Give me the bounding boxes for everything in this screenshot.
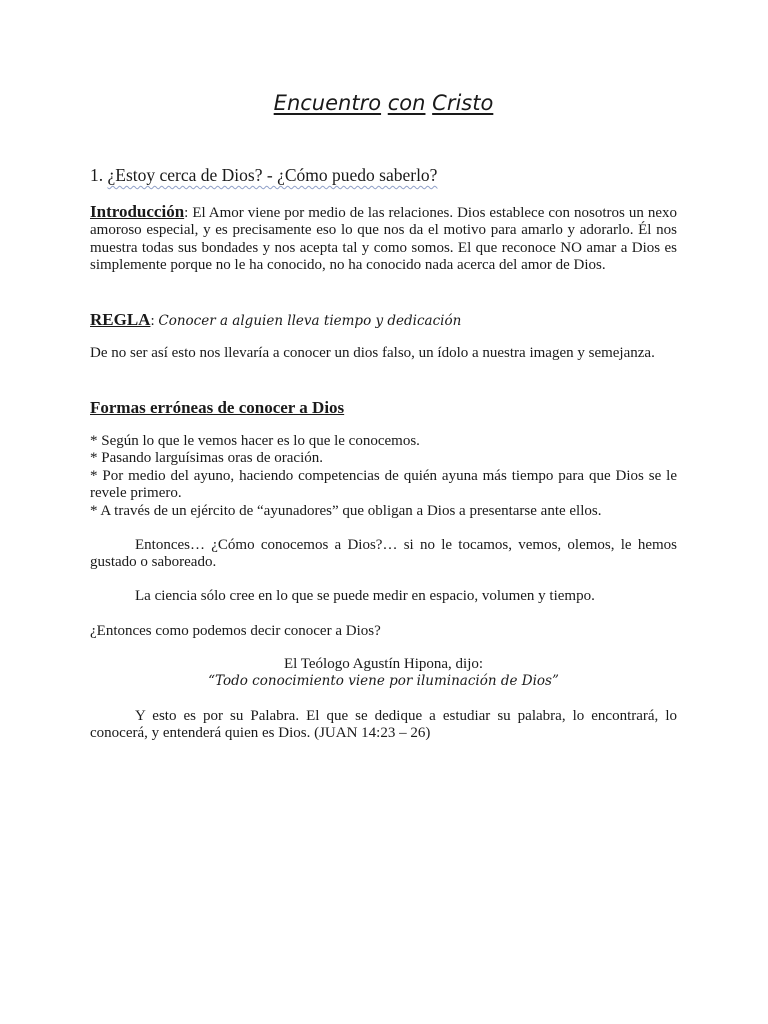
question-number: 1. — [90, 165, 108, 185]
intro-label: Introducción — [90, 202, 185, 221]
paragraph-entonces: Entonces… ¿Cómo conocemos a Dios?… si no le tocamos, vemos, olemos, le hemos gustado o saboreado. — [90, 537, 677, 571]
regla-line — [90, 308, 677, 333]
quote-block — [90, 656, 677, 691]
question-text: ¿Estoy cerca de Dios? - ¿Cómo puedo saberlo? — [107, 165, 438, 185]
paragraph-ciencia: La ciencia sólo cree en lo que se puede medir en espacio, volumen y tiempo. — [135, 588, 595, 604]
title-word-1: Encuentro — [273, 91, 382, 115]
regla-text: Conocer a alguien lleva tiempo y dedicación — [158, 313, 462, 329]
intro-text: : El Amor viene por medio de las relaciones. Dios establece con nosotros un nexo amoroso especial, y es precisamente eso lo que nos da el motivo para amarlo y adorarlo. Él nos muestra todas sus bondades y nos acepta tal y como somos. El que reconoce NO amar a Dios es simplemente porque no le ha conocido, no ha conocido nada acerca del amor de Dios. — [90, 205, 677, 274]
intro-paragraph — [90, 203, 677, 275]
regla-label: REGLA — [90, 310, 151, 329]
list-item: * A través de un ejército de “ayunadores” que obligan a Dios a presentarse ante ellos. — [90, 502, 602, 519]
title-word-2: con — [387, 91, 426, 115]
section-question — [90, 163, 677, 187]
title-word-3: Cristo — [432, 91, 494, 115]
paragraph-como: ¿Entonces como podemos decir conocer a Dios? — [90, 623, 381, 639]
regla-colon: : — [150, 313, 159, 329]
quote-attribution: El Teólogo Agustín Hipona, dijo: — [283, 656, 484, 672]
list-item: * Según lo que le vemos hacer es lo que le conocemos. — [90, 433, 420, 449]
paragraph-false-god: De no ser así esto nos llevaría a conocer un dios falso, un ídolo a nuestra imagen y semejanza. — [90, 345, 655, 361]
list-item: * Por medio del ayuno, haciendo competencias de quién ayuna más tiempo para que Dios se le revele primero. — [90, 467, 677, 502]
formas-list — [90, 433, 677, 520]
formas-heading — [90, 397, 677, 420]
document-title — [90, 88, 677, 118]
quote-text: “Todo conocimiento viene por iluminación de Dios” — [208, 673, 559, 690]
list-item: * Pasando larguísimas oras de oración. — [90, 450, 324, 467]
formas-heading-text: Formas erróneas de conocer a Dios — [90, 398, 345, 417]
paragraph-final: Y esto es por su Palabra. El que se dedique a estudiar su palabra, lo encontrará, lo conocerá, y entenderá quien es Dios. (JUAN 14:23 – 26) — [90, 708, 677, 742]
